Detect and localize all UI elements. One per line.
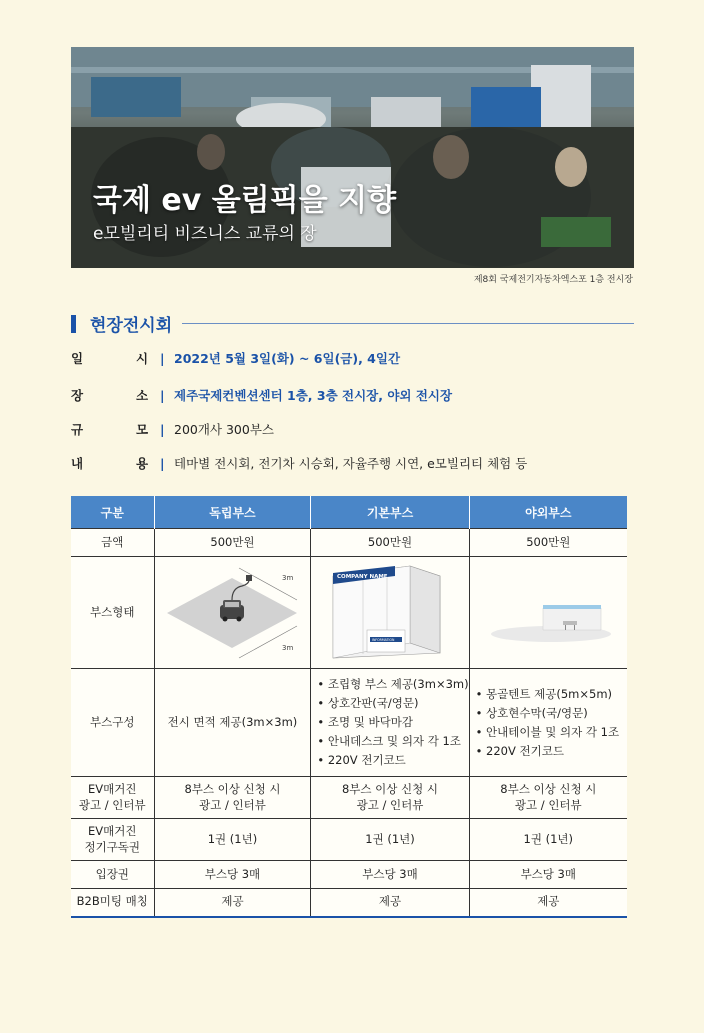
cell-line2: 광고 / 인터뷰 [356,797,424,812]
list-item: • 안내테이블 및 의자 각 1조 [476,723,627,742]
list-item: • 몽골텐트 제공(5m×5m) [476,685,627,704]
cell-line2: 광고 / 인터뷰 [199,797,266,812]
outdoor-booth-image [469,557,627,669]
list-item: • 상호간판(국/영문) [317,694,468,713]
table-cell: 1권 (1년) [469,819,627,861]
info-row-date [71,349,400,367]
table-cell [469,777,627,819]
outdoor-booth-list [470,685,627,761]
table-row-b2b [71,889,627,917]
row-label: 입장권 [71,861,154,889]
info-key2: 모 [136,422,149,437]
table-header-row [71,496,627,529]
table-cell: 전시 면적 제공(3m×3m) [154,669,311,777]
independent-booth-diagram [157,558,307,662]
dim-label-top: 3m [282,574,294,583]
list-item: • 안내데스크 및 의자 각 1조 [317,732,468,751]
table-cell: 부스당 3매 [154,861,311,889]
table-cell: 1권 (1년) [311,819,469,861]
info-separator: | [160,350,165,366]
info-key1: 일 [71,351,84,366]
basic-booth-diagram [315,558,465,662]
info-key1: 규 [71,422,84,437]
table-row-booth-type [71,557,627,669]
row-label [71,819,154,861]
hero-banner [71,47,634,268]
basic-booth-image [311,557,469,669]
info-value: 제주국제컨벤션센터 1층, 3층 전시장, 야외 전시장 [174,388,453,403]
table-cell: 500만원 [311,529,469,557]
table-cell [469,669,627,777]
company-name-sign: COMPANY NAME [337,574,388,581]
row-label-line2: 광고 / 인터뷰 [78,797,146,812]
cell-line2: 광고 / 인터뷰 [514,797,582,812]
info-value: 2022년 5월 3일(화) ~ 6일(금), 4일간 [174,351,401,366]
section-divider [182,323,634,324]
table-cell: 제공 [469,889,627,917]
info-desk-label: INFORMATION [372,638,395,643]
header-independent: 독립부스 [154,496,311,529]
header-category: 구분 [71,496,154,529]
table-cell [311,777,469,819]
list-item: • 220V 전기코드 [317,751,468,770]
table-row-ticket [71,861,627,889]
photo-caption: 제8회 국제전기자동차엑스포 1층 전시장 [473,275,633,285]
row-label-line1: EV매거진 [88,823,137,838]
row-label-line1: EV매거진 [88,781,137,796]
table-cell: 1권 (1년) [154,819,311,861]
row-label [71,777,154,819]
info-value: 테마별 전시회, 전기차 시승회, 자율주행 시연, e모빌리티 체험 등 [174,456,528,471]
table-row-ev-ad [71,777,627,819]
info-row-place [71,386,452,404]
hero-subtitle: e모빌리티 비즈니스 교류의 장 [93,224,317,244]
info-separator: | [160,421,165,437]
info-key2: 소 [136,388,149,403]
list-item: • 상호현수막(국/영문) [476,704,627,723]
basic-booth-list [311,675,468,770]
section-bar [71,315,76,333]
table-cell: 제공 [154,889,311,917]
list-item: • 조명 및 바닥마감 [317,713,468,732]
row-label-line2: 정기구독권 [84,839,141,854]
cell-line1: 8부스 이상 신청 시 [500,781,597,796]
car-icon [220,600,244,622]
booth-table [71,496,627,918]
info-value: 200개사 300부스 [174,422,274,437]
row-label: 부스형태 [71,557,154,669]
cell-line1: 8부스 이상 신청 시 [184,781,281,796]
table-row-ev-subscription [71,819,627,861]
section-title: 현장전시회 [90,316,173,336]
table-cell [311,669,469,777]
table-cell: 제공 [311,889,469,917]
row-label: 부스구성 [71,669,154,777]
table-row-price [71,529,627,557]
dim-label-bottom: 3m [282,644,294,653]
table-cell: 500만원 [154,529,311,557]
table-cell: 부스당 3매 [469,861,627,889]
info-key1: 내 [71,456,84,471]
info-separator: | [160,387,165,403]
list-item: • 조립형 부스 제공(3m×3m) [317,675,468,694]
outdoor-tent-diagram [473,558,623,662]
info-key1: 장 [71,388,84,403]
table-row-booth-composition [71,669,627,777]
cell-line1: 8부스 이상 신청 시 [341,781,439,796]
hero-title: 국제 ev 올림픽을 지향 [93,183,397,218]
section-header [71,311,634,336]
independent-booth-image [154,557,311,669]
table-cell [154,777,311,819]
header-outdoor: 야외부스 [469,496,627,529]
info-row-content [71,454,527,472]
header-basic: 기본부스 [311,496,469,529]
info-row-scale [71,420,274,438]
table-cell: 부스당 3매 [311,861,469,889]
list-item: • 220V 전기코드 [476,742,627,761]
info-separator: | [160,455,165,471]
info-key2: 용 [136,456,149,471]
row-label: B2B미팅 매칭 [71,889,154,917]
info-key2: 시 [136,351,149,366]
table-cell: 500만원 [469,529,627,557]
row-label: 금액 [71,529,154,557]
